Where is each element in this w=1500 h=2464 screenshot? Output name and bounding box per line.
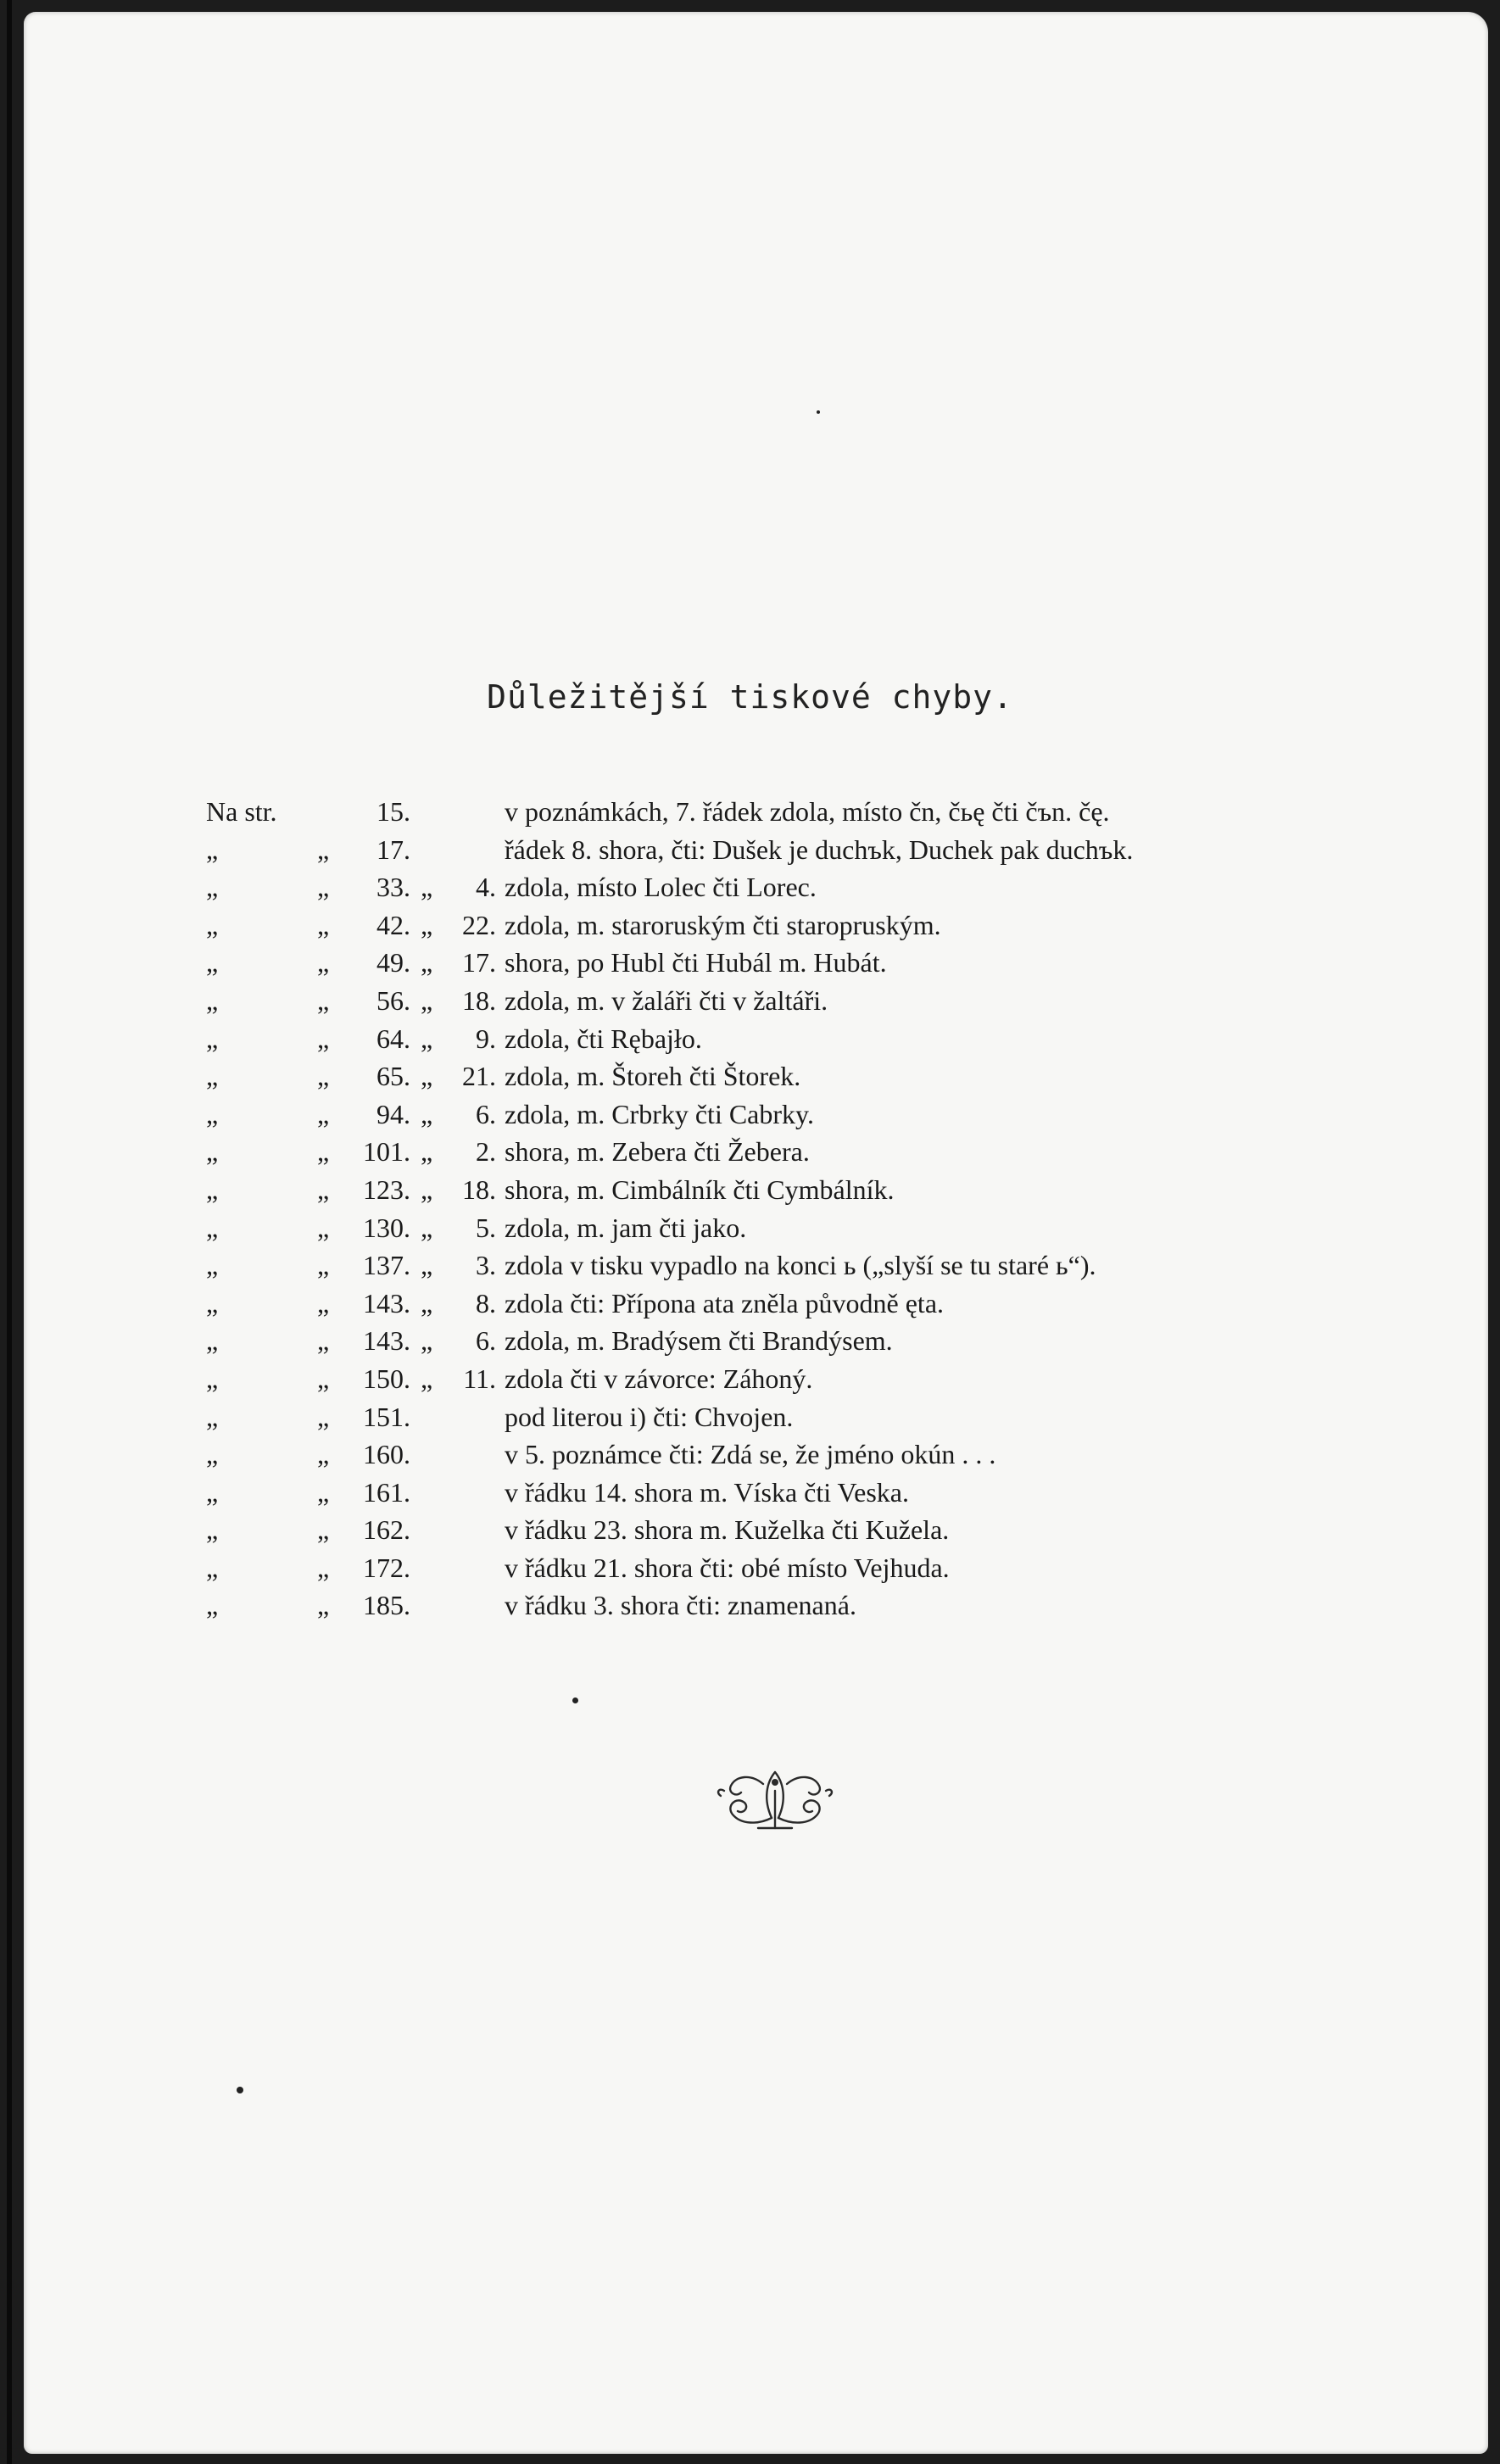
line-number: 17. — [462, 947, 496, 978]
correction-text: v 5. poznámce čti: Zdá se, že jméno okún . . . — [505, 1439, 996, 1470]
errata-row — [206, 1474, 1376, 1512]
line-number — [460, 1398, 496, 1436]
ditto-mark: „ — [317, 1023, 330, 1054]
correction-text: zdola v tisku vypadlo na konci ь („slyší se tu staré ь“). — [505, 1250, 1096, 1281]
errata-row — [206, 1171, 1376, 1209]
line-number: 4. — [476, 872, 496, 903]
page-prefix: „ — [206, 1136, 219, 1168]
page-prefix: „ — [206, 1363, 219, 1394]
line-number: 2. — [476, 1136, 496, 1168]
ditto-mark: „ — [421, 1325, 433, 1357]
ditto-mark: „ — [421, 947, 433, 978]
ditto-mark: „ — [421, 1212, 433, 1243]
page-prefix: „ — [206, 833, 219, 865]
line-number — [460, 1586, 496, 1625]
ditto-mark: „ — [317, 1250, 330, 1281]
errata-row — [206, 1095, 1376, 1134]
ditto-mark — [421, 1435, 460, 1474]
line-number — [460, 793, 496, 831]
correction-text: zdola, m. v žaláři čti v žaltáři. — [505, 984, 828, 1016]
correction-text: v řádku 14. shora m. Víska čti Veska. — [505, 1476, 909, 1508]
correction-text: zdola čti v závorce: Záhoný. — [505, 1363, 813, 1394]
correction-text: v řádku 21. shora čti: obé místo Vejhuda. — [505, 1552, 950, 1583]
line-number — [460, 1435, 496, 1474]
line-number: 18. — [462, 984, 496, 1016]
line-number: 6. — [476, 1325, 496, 1357]
errata-row — [206, 1133, 1376, 1171]
line-number: 5. — [476, 1212, 496, 1243]
correction-text: zdola, místo Lolec čti Lorec. — [505, 872, 817, 903]
line-number: 22. — [462, 909, 496, 940]
page-number: 64. — [376, 1023, 410, 1054]
errata-row — [206, 868, 1376, 906]
ditto-mark: „ — [317, 1173, 330, 1205]
ditto-mark: „ — [421, 1098, 433, 1129]
line-number: 18. — [462, 1173, 496, 1205]
page-number: 151. — [363, 1401, 410, 1432]
ditto-mark — [317, 793, 351, 831]
ditto-mark: „ — [421, 1061, 433, 1092]
page-prefix: „ — [206, 1212, 219, 1243]
ink-speck — [817, 410, 820, 414]
page-prefix: „ — [206, 1173, 219, 1205]
errata-row — [206, 1360, 1376, 1398]
page-heading: Důležitější tiskové chyby. — [487, 678, 1013, 716]
ditto-mark: „ — [421, 1136, 433, 1168]
ditto-mark: „ — [421, 1173, 433, 1205]
errata-row — [206, 1586, 1376, 1625]
page-number: 15. — [376, 796, 410, 827]
page-number: 150. — [363, 1363, 410, 1394]
ditto-mark: „ — [317, 1514, 330, 1546]
line-number: 8. — [476, 1287, 496, 1318]
scan-left-edge — [7, 0, 12, 2464]
page-prefix: Na str. — [206, 796, 277, 827]
ditto-mark: „ — [317, 1552, 330, 1583]
correction-text: zdola, m. Crbrky čti Cabrky. — [505, 1098, 814, 1129]
page-number: 101. — [363, 1136, 410, 1168]
page-prefix: „ — [206, 1514, 219, 1546]
errata-row — [206, 944, 1376, 982]
page-prefix: „ — [206, 1401, 219, 1432]
ditto-mark: „ — [317, 909, 330, 940]
page-number: 49. — [376, 947, 410, 978]
errata-row — [206, 1246, 1376, 1285]
page-number: 160. — [363, 1439, 410, 1470]
errata-row — [206, 906, 1376, 945]
correction-text: pod literou i) čti: Chvojen. — [505, 1401, 794, 1432]
errata-row — [206, 1511, 1376, 1549]
ditto-mark — [421, 1586, 460, 1625]
errata-row — [206, 1435, 1376, 1474]
ditto-mark: „ — [317, 984, 330, 1016]
line-number: 21. — [462, 1061, 496, 1092]
ditto-mark: „ — [317, 872, 330, 903]
correction-text: zdola, m. Štoreh čti Štorek. — [505, 1061, 801, 1092]
page-prefix: „ — [206, 909, 219, 940]
line-number — [460, 831, 496, 869]
errata-row — [206, 831, 1376, 869]
correction-text: zdola, m. jam čti jako. — [505, 1212, 747, 1243]
correction-text: zdola, m. Bradýsem čti Brandýsem. — [505, 1325, 893, 1357]
ditto-mark: „ — [317, 1061, 330, 1092]
page-number: 130. — [363, 1212, 410, 1243]
ditto-mark: „ — [317, 1439, 330, 1470]
ditto-mark: „ — [317, 1287, 330, 1318]
page-number: 143. — [363, 1287, 410, 1318]
line-number — [460, 1549, 496, 1587]
correction-text: řádek 8. shora, čti: Dušek je duchъk, Duchek pak duchъk. — [505, 833, 1134, 865]
page-prefix: „ — [206, 1590, 219, 1621]
errata-row — [206, 982, 1376, 1020]
page-prefix: „ — [206, 1476, 219, 1508]
page-number: 137. — [363, 1250, 410, 1281]
ink-speck — [572, 1697, 578, 1703]
errata-row — [206, 1285, 1376, 1323]
page-number: 172. — [363, 1552, 410, 1583]
line-number: 11. — [463, 1363, 496, 1394]
errata-row — [206, 1549, 1376, 1587]
ditto-mark: „ — [317, 1476, 330, 1508]
page-prefix: „ — [206, 947, 219, 978]
page-prefix: „ — [206, 1287, 219, 1318]
errata-row — [206, 1057, 1376, 1095]
correction-text: v řádku 23. shora m. Kuželka čti Kužela. — [505, 1514, 950, 1546]
line-number: 3. — [476, 1250, 496, 1281]
page-number: 33. — [376, 872, 410, 903]
ditto-mark — [421, 793, 460, 831]
correction-text: zdola, m. staroruským čti staropruským. — [505, 909, 941, 940]
correction-text: shora, m. Zebera čti Žebera. — [505, 1136, 810, 1168]
page-prefix: „ — [206, 1250, 219, 1281]
ditto-mark: „ — [317, 947, 330, 978]
correction-text: zdola čti: Přípona ata zněla původně ęta. — [505, 1287, 945, 1318]
page-number: 42. — [376, 909, 410, 940]
correction-text: shora, m. Cimbálník čti Cymbálník. — [505, 1173, 895, 1205]
page-number: 56. — [376, 984, 410, 1016]
errata-row — [206, 1209, 1376, 1247]
ditto-mark: „ — [317, 833, 330, 865]
errata-row — [206, 1020, 1376, 1058]
ditto-mark — [421, 1398, 460, 1436]
ditto-mark: „ — [317, 1136, 330, 1168]
page-number: 65. — [376, 1061, 410, 1092]
page-prefix: „ — [206, 1098, 219, 1129]
ditto-mark — [421, 831, 460, 869]
errata-row — [206, 1322, 1376, 1360]
ditto-mark — [421, 1474, 460, 1512]
page-prefix: „ — [206, 1023, 219, 1054]
page-number: 17. — [376, 833, 410, 865]
page-prefix: „ — [206, 1061, 219, 1092]
correction-text: shora, po Hubl čti Hubál m. Hubát. — [505, 947, 887, 978]
line-number: 9. — [476, 1023, 496, 1054]
page-prefix: „ — [206, 872, 219, 903]
ditto-mark: „ — [421, 909, 433, 940]
line-number — [460, 1511, 496, 1549]
ditto-mark: „ — [421, 1023, 433, 1054]
page-number: 185. — [363, 1590, 410, 1621]
errata-row — [206, 1398, 1376, 1436]
page-prefix: „ — [206, 1552, 219, 1583]
ink-speck — [237, 2087, 243, 2093]
ditto-mark — [421, 1511, 460, 1549]
correction-text: zdola, čti Rębajło. — [505, 1023, 702, 1054]
ditto-mark: „ — [317, 1212, 330, 1243]
ditto-mark: „ — [421, 1250, 433, 1281]
page-number: 123. — [363, 1173, 410, 1205]
ditto-mark: „ — [317, 1325, 330, 1357]
page-number: 161. — [363, 1476, 410, 1508]
correction-text: v řádku 3. shora čti: znamenaná. — [505, 1590, 856, 1621]
correction-text: v poznámkách, 7. řádek zdola, místo čn, čьę čti čъn. čę. — [505, 796, 1110, 827]
line-number — [460, 1474, 496, 1512]
ditto-mark: „ — [317, 1401, 330, 1432]
errata-list — [206, 793, 1376, 1625]
page-prefix: „ — [206, 1439, 219, 1470]
page-prefix: „ — [206, 984, 219, 1016]
ditto-mark: „ — [421, 984, 433, 1016]
errata-row — [206, 793, 1376, 831]
page-number: 94. — [376, 1098, 410, 1129]
ditto-mark: „ — [421, 872, 433, 903]
ditto-mark: „ — [317, 1590, 330, 1621]
ditto-mark: „ — [317, 1098, 330, 1129]
ditto-mark — [421, 1549, 460, 1587]
ditto-mark: „ — [421, 1287, 433, 1318]
page-number: 162. — [363, 1514, 410, 1546]
ditto-mark: „ — [421, 1363, 433, 1394]
line-number: 6. — [476, 1098, 496, 1129]
floral-vignette-icon — [707, 1765, 843, 1833]
page-prefix: „ — [206, 1325, 219, 1357]
ditto-mark: „ — [317, 1363, 330, 1394]
page-number: 143. — [363, 1325, 410, 1357]
